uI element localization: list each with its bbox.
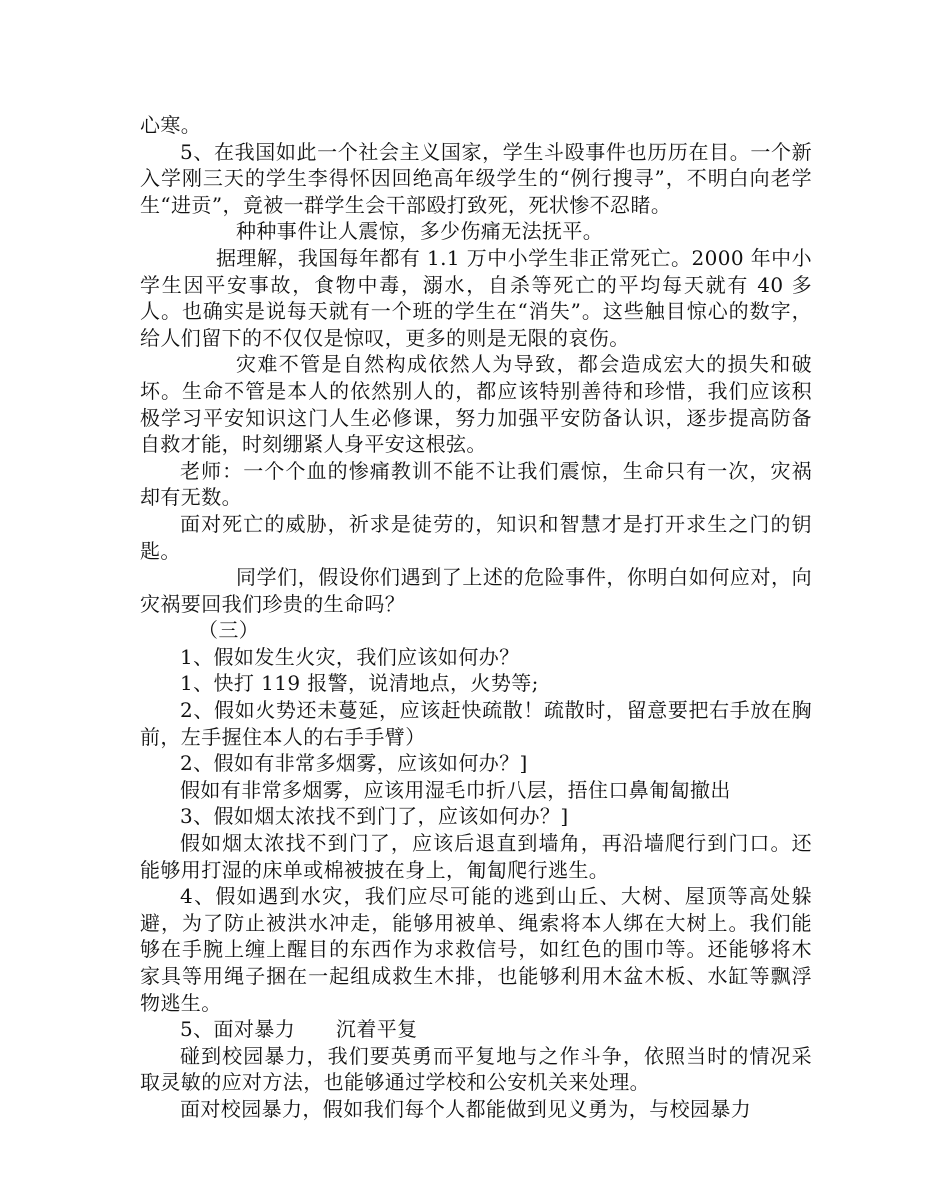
paragraph-4: 据理解，我国每年都有 1.1 万中小学生非正常死亡。2000 年中小学生因平安事故，食物中毒，溺水，自杀等死亡的平均每天就有 40 多人。也确实是说每天就有一个班的学生在“消失”。这些触目惊心的数字，给人们留下的不仅仅是惊叹，更多的则是无限的哀伤。 (140, 245, 812, 350)
paragraph-8: 同学们，假设你们遇到了上述的危险事件，你明白如何应对，向灾祸要回我们珍贵的生命吗？ (140, 565, 812, 616)
paragraph-7: 面对死亡的威胁，祈求是徒劳的，知识和智慧才是打开求生之门的钥匙。 (140, 511, 812, 563)
paragraph-11: 1、快打 119 报警，说清地点，火势等; (180, 671, 539, 696)
paragraph-16: 假如烟太浓找不到门了，应该后退直到墙角，再沿墙爬行到门口。还能够用打湿的床单或棉被披在身上，匍匐爬行逃生。 (140, 831, 812, 882)
document-body (140, 112, 812, 1123)
paragraph-5: 灾难不管是自然构成依然人为导致，都会造成宏大的损失和破坏。生命不管是本人的依然别人的，都应该特别善待和珍惜，我们应该积极学习平安知识这门人生必修课，努力加强平安防备认识，逐步提高防备自救才能，时刻绷紧人身平安这根弦。 (140, 352, 812, 457)
paragraph-9: （三） (198, 618, 260, 643)
paragraph-14: 假如有非常多烟雾，应该用湿毛巾折八层，捂住口鼻匍匐撤出 (180, 777, 731, 802)
paragraph-13: 2、假如有非常多烟雾，应该如何办？] (180, 751, 528, 776)
paragraph-20: 面对校园暴力，假如我们每个人都能做到见义勇为，与校园暴力 (180, 1096, 752, 1121)
paragraph-1: 心寒。 (140, 113, 202, 137)
paragraph-15: 3、假如烟太浓找不到门了，应该如何办？] (180, 804, 569, 829)
paragraph-3: 种种事件让人震惊，多少伤痛无法抚平。 (236, 219, 604, 244)
paragraph-18: 5、面对暴力 沉着平复 (180, 1017, 418, 1042)
paragraph-10: 1、假如发生火灾，我们应该如何办？ (180, 644, 520, 669)
paragraph-6: 老师：一个个血的惨痛教训不能不让我们震惊，生命只有一次，灾祸却有无数。 (140, 458, 812, 510)
paragraph-17: 4、假如遇到水灾，我们应尽可能的逃到山丘、大树、屋顶等高处躲避，为了防止被洪水冲走，能够用被单、绳索将本人绑在大树上。我们能够在手腕上缠上醒目的东西作为求救信号，如红色的围巾等。还能够将木家具等用绳子捆在一起组成救生木排，也能够利用木盆木板、水缸等飘浮物逃生。 (140, 884, 812, 1015)
paragraph-2: 5、在我国如此一个社会主义国家，学生斗殴事件也历历在目。一个新入学刚三天的学生李得怀因回绝高年级学生的“例行搜寻”，不明白向老学生“进贡”，竟被一群学生会干部殴打致死，死状惨不忍睹。 (140, 139, 812, 217)
paragraph-19: 碰到校园暴力，我们要英勇而平复地与之作斗争，依照当时的情况采取灵敏的应对方法，也能够通过学校和公安机关来处理。 (140, 1043, 812, 1095)
paragraph-12: 2、假如火势还未蔓延，应该赶快疏散！疏散时，留意要把右手放在胸前，左手握住本人的右手手臂） (140, 698, 812, 749)
